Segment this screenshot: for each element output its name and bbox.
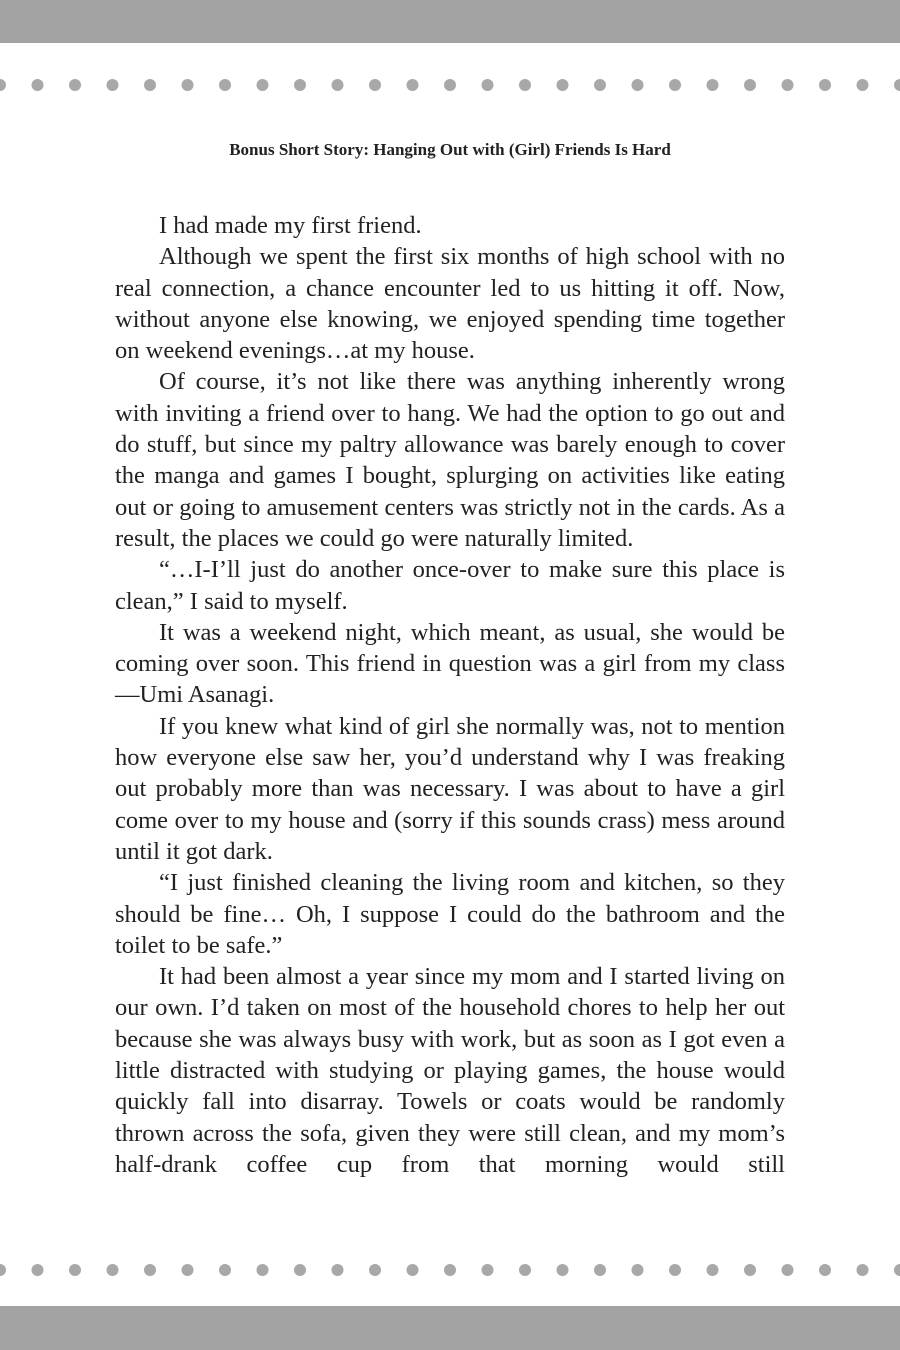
paragraph: It was a weekend night, which meant, as usual, she would be coming over soon. This friend in question was a girl from my class—Umi Asanagi. [115, 618, 785, 709]
top-dot-border [0, 77, 900, 93]
border-dot [857, 1264, 869, 1276]
dot-row [0, 1262, 900, 1278]
border-dot [444, 1264, 456, 1276]
border-dot [594, 79, 606, 91]
story-body [115, 210, 785, 1180]
border-dot [894, 1264, 900, 1276]
border-dot [219, 1264, 231, 1276]
border-dot [857, 79, 869, 91]
border-dot [782, 1264, 794, 1276]
border-dot [632, 79, 644, 91]
border-dot [557, 79, 569, 91]
border-dot [182, 1264, 194, 1276]
border-dot [519, 79, 531, 91]
border-dot [32, 79, 44, 91]
border-dot [744, 1264, 756, 1276]
running-header: Bonus Short Story: Hanging Out with (Girl) Friends Is Hard [229, 140, 671, 159]
border-dot [294, 1264, 306, 1276]
border-dot [819, 1264, 831, 1276]
border-dot [219, 79, 231, 91]
border-dot [594, 1264, 606, 1276]
border-dot [407, 79, 419, 91]
border-dot [257, 1264, 269, 1276]
border-dot [0, 1264, 6, 1276]
paragraph: It had been almost a year since my mom and I started living on our own. I’d taken on most of the household chores to help her out because she was always busy with work, but as soon as I got even a little distracted with studying or playing games, the house would quickly fall into disarray. Towels or coats would be randomly thrown across the sofa, given they were still clean, and my mom’s half-drank coffee cup from that morning would still [115, 963, 785, 1178]
border-dot [32, 1264, 44, 1276]
border-dot [557, 1264, 569, 1276]
border-dot [0, 79, 6, 91]
border-dot [744, 79, 756, 91]
border-dot [707, 1264, 719, 1276]
border-dot [444, 79, 456, 91]
paragraph: Of course, it’s not like there was anything inherently wrong with inviting a friend over to hang. We had the option to go out and do stuff, but since my paltry allowance was barely enough to cover the manga and games I bought, splurging on activities like eating out or going to amusement centers was strictly not in the cards. As a result, the places we could go were naturally limited. [115, 368, 785, 552]
border-dot [707, 79, 719, 91]
border-dot [669, 1264, 681, 1276]
border-dot [182, 79, 194, 91]
border-dot [369, 79, 381, 91]
border-dot [632, 1264, 644, 1276]
border-dot [294, 79, 306, 91]
bottom-dot-border [0, 1262, 900, 1278]
border-dot [257, 79, 269, 91]
border-dot [482, 79, 494, 91]
border-dot [69, 79, 81, 91]
paragraph: I had made my first friend. [159, 212, 422, 239]
border-dot [482, 1264, 494, 1276]
paragraph: “…I-I’ll just do another once-over to make sure this place is clean,” I said to myself. [115, 556, 785, 615]
paragraph: If you knew what kind of girl she normally was, not to mention how everyone else saw her, you’d understand why I was freaking out probably more than was necessary. I was about to have a girl come over to my house and (sorry if this sounds crass) mess around until it got dark. [115, 712, 785, 865]
border-dot [107, 1264, 119, 1276]
paragraph: Although we spent the first six months of high school with no real connection, a chance encounter led to us hitting it off. Now, without anyone else knowing, we enjoyed spending time together on weekend evenings…at my house. [115, 243, 785, 365]
border-dot [782, 79, 794, 91]
border-dot [369, 1264, 381, 1276]
border-dot [332, 1264, 344, 1276]
border-dot [407, 1264, 419, 1276]
border-dot [894, 79, 900, 91]
border-dot [819, 79, 831, 91]
border-dot [107, 79, 119, 91]
border-dot [144, 79, 156, 91]
bottom-gray-band [0, 1306, 900, 1350]
paragraph: “I just finished cleaning the living room and kitchen, so they should be fine… Oh, I suppose I could do the bathroom and the toilet to be safe.” [115, 869, 785, 959]
dot-row [0, 77, 900, 93]
border-dot [69, 1264, 81, 1276]
border-dot [144, 1264, 156, 1276]
border-dot [669, 79, 681, 91]
top-gray-band [0, 0, 900, 43]
border-dot [519, 1264, 531, 1276]
border-dot [332, 79, 344, 91]
